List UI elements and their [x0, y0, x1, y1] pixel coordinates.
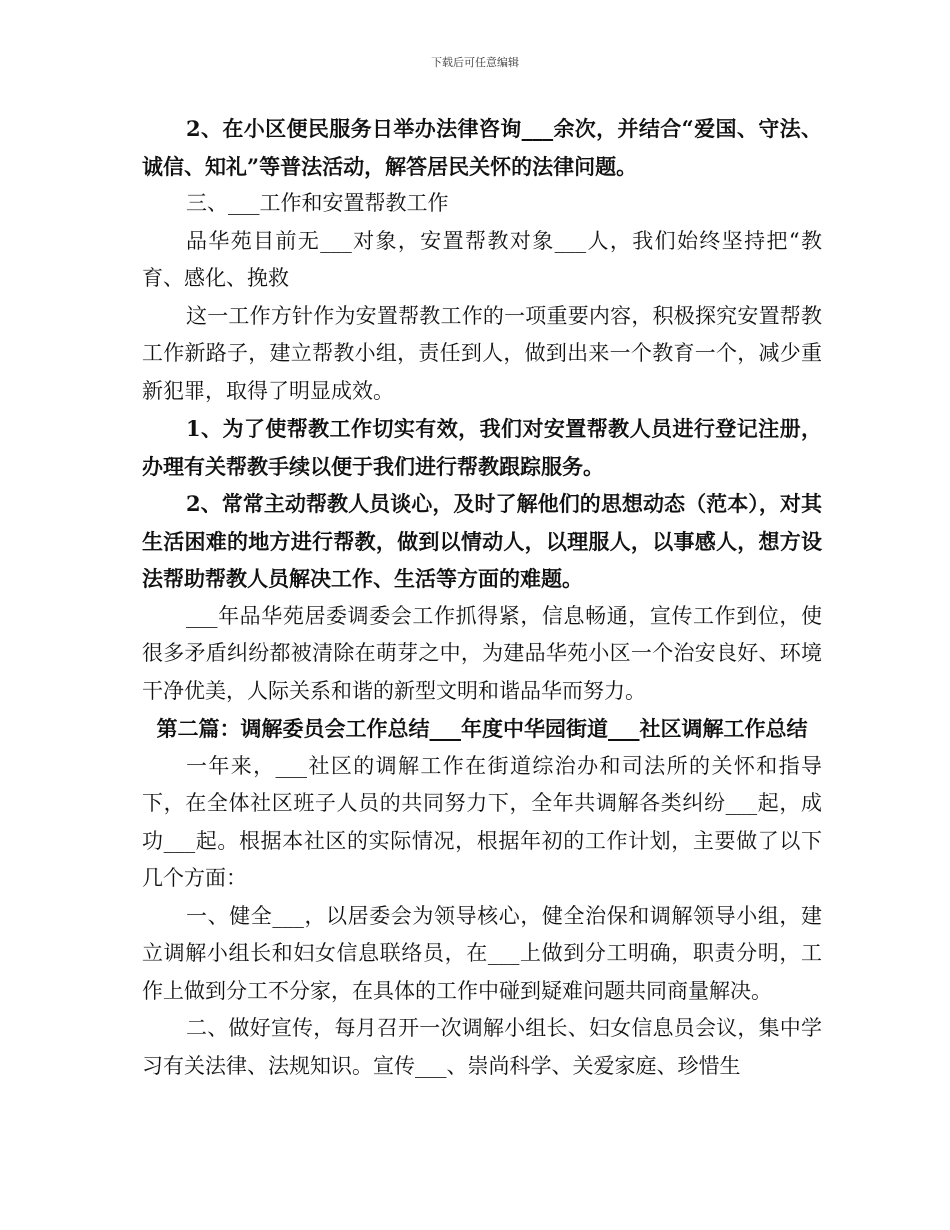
document-body: [142, 110, 822, 1085]
section-heading-three: 三、___工作和安置帮教工作: [186, 191, 449, 215]
paragraph-organization: 一、健全___，以居委会为领导核心，健全治保和调解领导小组，建立调解小组长和妇女信息联络员，在___上做到分工明确，职责分明，工作上做到分工不分家，在具体的工作中碰到疑难问题共同商量解决。: [142, 903, 822, 1003]
paragraph-work-policy: 这一工作方针作为安置帮教工作的一项重要内容，积极探究安置帮教工作新路子，建立帮教小组，责任到人，做到出来一个教育一个，减少重新犯罪，取得了明显成效。: [142, 303, 822, 403]
paragraph-year-overview: 一年来，___社区的调解工作在街道综治办和司法所的关怀和指导下，在全体社区班子人员的共同努力下，全年共调解各类纠纷___起，成功___起。根据本社区的实际情况，根据年初的工作计划，主要做了以下几个方面：: [142, 753, 822, 890]
paragraph-publicity: 二、做好宣传，每月召开一次调解小组长、妇女信息员会议，集中学习有关法律、法规知识。宣传___、崇尚科学、关爱家庭、珍惜生: [142, 1016, 822, 1078]
paragraph-legal-consultation: 2、在小区便民服务日举办法律咨询___余次，并结合“爱国、守法、诚信、知礼”等普法活动，解答居民关怀的法律问题。: [142, 116, 822, 179]
page-header-note: 下载后可任意编辑: [431, 56, 519, 69]
section-title-part-two: 第二篇：调解委员会工作总结___年度中华园街道___社区调解工作总结: [156, 716, 808, 741]
paragraph-heart-to-heart: 2、常常主动帮教人员谈心，及时了解他们的思想动态（范本），对其生活困难的地方进行帮教，做到以情动人，以理服人，以事感人，想方设法帮助帮教人员解决工作、生活等方面的难题。: [142, 491, 822, 591]
paragraph-year-summary: ___年品华苑居委调委会工作抓得紧，信息畅通，宣传工作到位，使很多矛盾纠纷都被清除在萌芽之中，为建品华苑小区一个治安良好、环境干净优美，人际关系和谐的新型文明和谐品华而努力。: [142, 603, 822, 703]
paragraph-registration: 1、为了使帮教工作切实有效，我们对安置帮教人员进行登记注册，办理有关帮教手续以便于我们进行帮教跟踪服务。: [142, 416, 822, 479]
paragraph-pinhuayuan-status: 品华苑目前无___对象，安置帮教对象___人，我们始终坚持把“教育、感化、挽救: [142, 228, 822, 290]
